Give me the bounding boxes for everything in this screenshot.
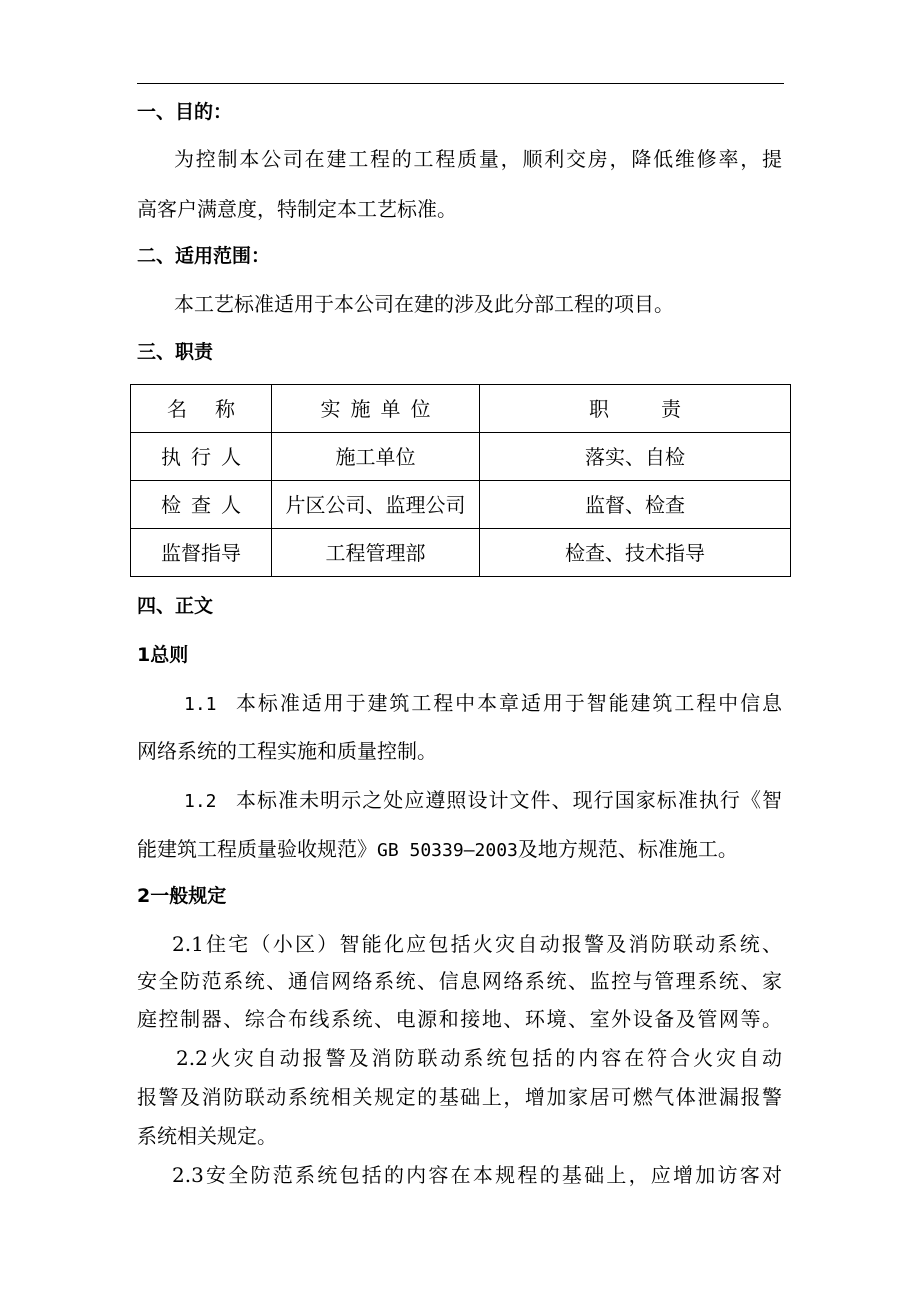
- table-cell: 检查人: [131, 481, 272, 529]
- table-header-cell: 职责: [480, 385, 791, 433]
- clause-1-2-line-1: 本标准未明示之处应遵照设计文件、现行国家标准执行《智: [236, 788, 782, 812]
- table-row: [131, 481, 791, 529]
- table-header-row: [131, 385, 791, 433]
- table-cell: 落实、自检: [480, 433, 791, 481]
- table-row: [131, 433, 791, 481]
- table-row: [131, 529, 791, 577]
- table-header-cell: 名称: [131, 385, 272, 433]
- subsection-heading-general: 1总则: [137, 644, 189, 666]
- section-heading-purpose: 一、目的：: [137, 101, 233, 123]
- subsection-heading-rules: 2一般规定: [137, 885, 227, 907]
- section-heading-body: 四、正文: [137, 595, 214, 617]
- table-cell: 监督指导: [131, 529, 272, 577]
- table-header-cell: 实施单位: [272, 385, 480, 433]
- clause-2-2-line-1: 2.2火灾自动报警及消防联动系统包括的内容在符合火灾自动: [176, 1046, 782, 1070]
- standard-code: GB 50339—2003: [377, 840, 518, 861]
- clause-1-1-line-2: 网络系统的工程实施和质量控制。: [137, 739, 437, 763]
- table-cell: 工程管理部: [272, 529, 480, 577]
- clause-2-2-line-3: 系统相关规定。: [137, 1124, 277, 1148]
- scope-line-1: 本工艺标准适用于本公司在建的涉及此分部工程的项目。: [174, 292, 674, 316]
- clause-1-1-line-1: 本标准适用于建筑工程中本章适用于智能建筑工程中信息: [236, 691, 782, 715]
- table-cell: 监督、检查: [480, 481, 791, 529]
- clause-2-1-line-2: 安全防范系统、通信网络系统、信息网络系统、监控与管理系统、家: [137, 969, 782, 993]
- table-cell: 执行人: [131, 433, 272, 481]
- header-rule: [137, 83, 784, 84]
- clause-2-1-line-1: 2.1住宅（小区）智能化应包括火灾自动报警及消防联动系统、: [172, 932, 782, 956]
- purpose-line-1: 为控制本公司在建工程的工程质量，顺利交房，降低维修率，提: [174, 147, 782, 171]
- clause-number-1-1: 1.1: [184, 694, 217, 715]
- section-heading-duties: 三、职责: [137, 341, 214, 363]
- table-cell: 施工单位: [272, 433, 480, 481]
- table-cell: 检查、技术指导: [480, 529, 791, 577]
- table-cell: 片区公司、监理公司: [272, 481, 480, 529]
- clause-1-2-line-2: 能建筑工程质量验收规范》GB 50339—2003及地方规范、标准施工。: [137, 837, 738, 861]
- purpose-line-2: 高客户满意度，特制定本工艺标准。: [137, 197, 457, 221]
- clause-2-3-line-1: 2.3安全防范系统包括的内容在本规程的基础上，应增加访客对: [172, 1163, 782, 1187]
- clause-2-2-line-2: 报警及消防联动系统相关规定的基础上，增加家居可燃气体泄漏报警: [137, 1085, 782, 1109]
- clause-2-1-line-3: 庭控制器、综合布线系统、电源和接地、环境、室外设备及管网等。: [137, 1007, 782, 1031]
- section-heading-scope: 二、适用范围：: [137, 245, 271, 267]
- clause-number-1-2: 1.2: [184, 791, 217, 812]
- duty-table: [130, 384, 791, 577]
